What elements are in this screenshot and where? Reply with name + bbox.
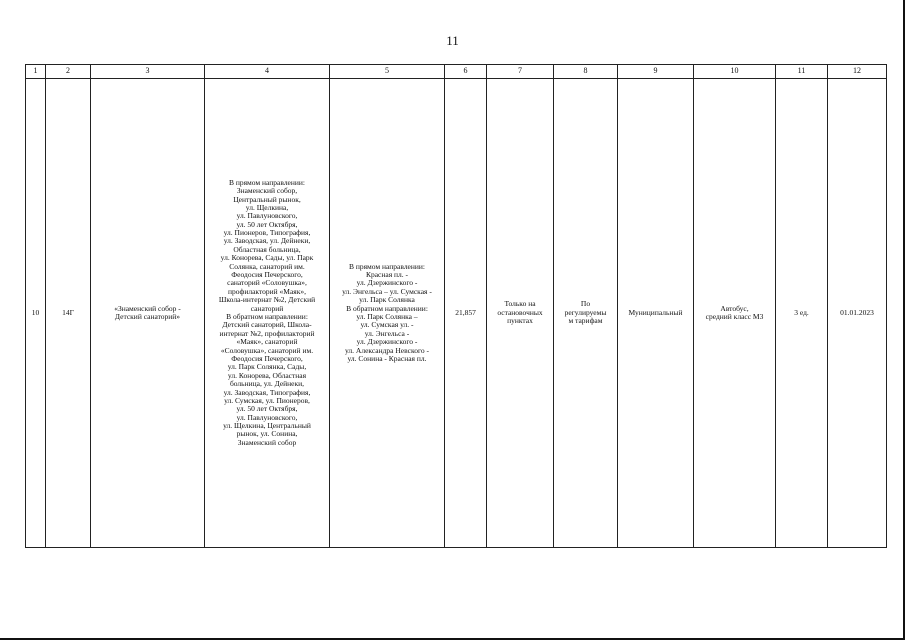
route-table [25,64,887,548]
column-number-6: 6 [445,65,487,79]
column-number-2: 2 [46,65,91,79]
table-row [26,79,887,548]
route-streets-list: В прямом направлении: Красная пл. - ул. Дзержинского - ул. Энгельса – ул. Сумская - ул. Парк Солянка В обратном направлении: ул. Парк Солянка – ул. Сумская ул. - ул. Энгельса - ул. Дзержинского - ул. Александра Невского - ул. Сонина - Красная пл. [330,79,445,548]
column-number-3: 3 [91,65,205,79]
column-number-11: 11 [776,65,828,79]
start-date: 01.01.2023 [828,79,887,548]
page-number: 11 [446,33,459,48]
column-number-1: 1 [26,65,46,79]
route-code: 14Г [46,79,91,548]
column-number-10: 10 [694,65,776,79]
column-number-7: 7 [487,65,554,79]
route-name: «Знаменский собор - Детский санаторий» [91,79,205,548]
column-number-9: 9 [618,65,694,79]
header-row [26,65,887,79]
vehicle-class: Автобус, средний класс М3 [694,79,776,548]
column-number-12: 12 [828,65,887,79]
route-type: Муниципальный [618,79,694,548]
column-number-8: 8 [554,65,618,79]
row-number: 10 [26,79,46,548]
tariff-type: По регулируемы м тарифам [554,79,618,548]
column-number-4: 4 [205,65,330,79]
column-number-5: 5 [330,65,445,79]
route-stops-list: В прямом направлении: Знаменский собор, Центральный рынок, ул. Щелкина, ул. Павлуновского, ул. 50 лет Октября, ул. Пионеров, Типография, ул. Заводская, ул. Дейнеки, Областная больница, ул. Конорева, Сады, ул. Парк Солянка, санаторий им. Феодосия Печерского, санаторий «Соловушка», профилакторий «Маяк», Школа-интернат №2, Детский санаторий В обратном направлении: Детский санаторий, Школа- интернат №2, профилакторий «Маяк», санаторий «Соловушка», санаторий им. Феодосия Печерского, ул. Парк Солянка, Сады, ул. Конорева, Областная больница, ул. Дейнеки, ул. Заводская, Типография, ул. Сумская, ул. Пионеров, ул. 50 лет Октября, ул. Павлуновского, ул. Щелкина, Центральный рынок, ул. Сонина, Знаменский собор [205,79,330,548]
route-length: 21,857 [445,79,487,548]
stops-mode: Только на остановочных пунктах [487,79,554,548]
vehicle-count: 3 ед. [776,79,828,548]
